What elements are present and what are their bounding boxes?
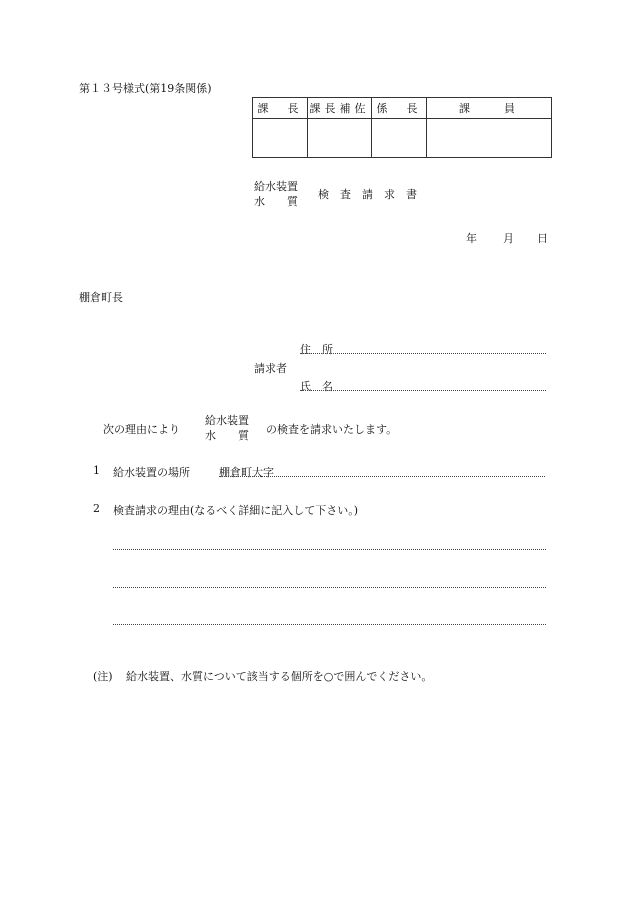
request-suffix: の検査を請求いたします。: [266, 423, 398, 436]
request-stack: [205, 413, 249, 443]
stamp-box-subsection-chief[interactable]: [372, 119, 427, 158]
address-label: 住 所: [300, 343, 333, 356]
date-day-label: 日: [537, 232, 548, 245]
reason-line-2[interactable]: [113, 587, 546, 588]
addressee: 棚倉町長: [79, 291, 123, 304]
request-option-water-supply: 給水装置: [205, 414, 249, 427]
title-stack: [254, 179, 298, 209]
item-1-value: 棚倉町大字: [219, 466, 274, 479]
stamp-box-section-chief[interactable]: [253, 119, 308, 158]
item-2-label: 検査請求の理由(なるべく詳細に記入して下さい。): [113, 504, 359, 517]
address-field[interactable]: [300, 353, 546, 354]
approval-header-subsection-chief: 係 長: [372, 98, 427, 119]
approval-stamp-table: [252, 97, 552, 158]
item-2-number: 2: [93, 502, 100, 515]
form-number: 第１３号様式(第19条関係): [79, 82, 212, 95]
note-text: 給水装置、水質について該当する個所を○で囲んでください。: [126, 670, 433, 683]
item-1-label: 給水装置の場所: [113, 466, 190, 479]
approval-header-staff: 課 員: [427, 98, 552, 119]
approval-header-section-chief: 課 長: [253, 98, 308, 119]
name-field[interactable]: [300, 390, 546, 391]
requester-label: 請求者: [254, 362, 287, 375]
name-label: 氏 名: [300, 380, 333, 393]
title-option-water-quality: 水 質: [254, 195, 298, 208]
stamp-box-staff[interactable]: [427, 119, 552, 158]
date-month-label: 月: [503, 232, 514, 245]
date-year-label: 年: [466, 232, 477, 245]
note-label: (注): [93, 670, 113, 683]
request-option-water-quality: 水 質: [205, 429, 249, 442]
location-field[interactable]: [219, 476, 545, 477]
document-title: 検 査 請 求 書: [318, 188, 417, 201]
stamp-box-deputy-chief[interactable]: [308, 119, 372, 158]
request-prefix: 次の理由により: [103, 423, 180, 436]
item-1-number: 1: [93, 464, 100, 477]
title-option-water-supply: 給水装置: [254, 180, 298, 193]
reason-line-3[interactable]: [113, 624, 546, 625]
reason-line-1[interactable]: [113, 549, 546, 550]
approval-header-row: [253, 98, 552, 119]
approval-stamp-row: [253, 119, 552, 158]
approval-header-deputy-chief: 課長補佐: [308, 98, 372, 119]
